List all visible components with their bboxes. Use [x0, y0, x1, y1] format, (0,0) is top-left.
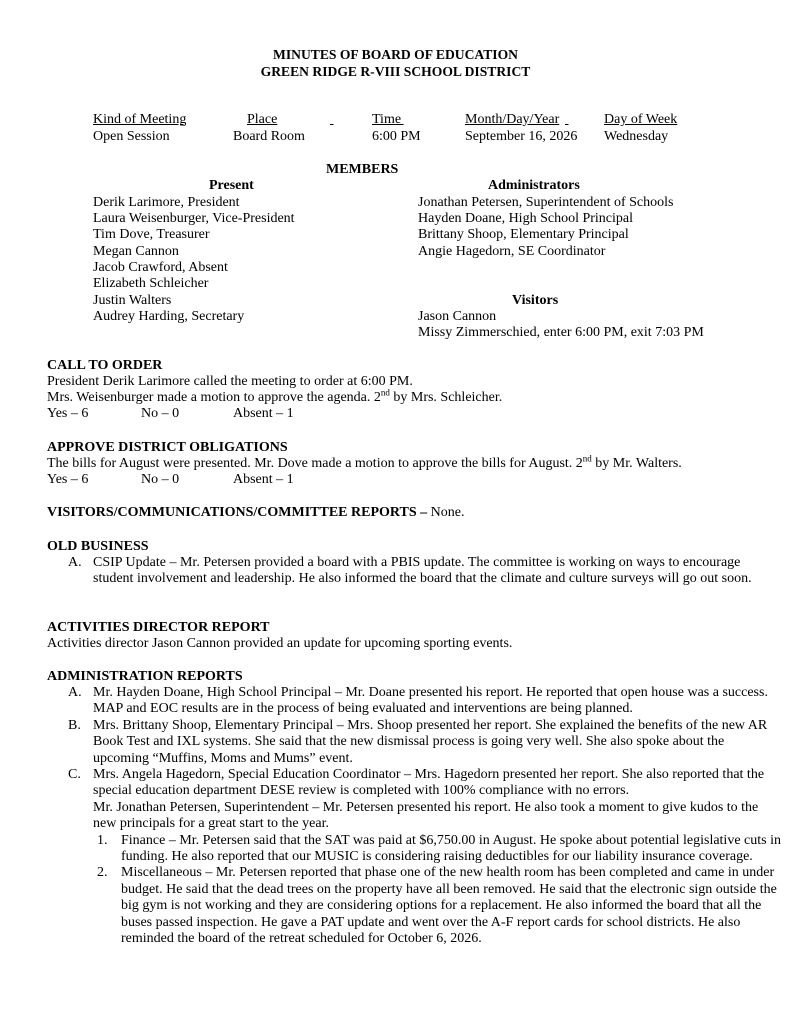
member-name: Audrey Harding, Secretary [93, 309, 245, 324]
member-name: Tim Dove, Treasurer [93, 227, 210, 242]
document-title: MINUTES OF BOARD OF EDUCATION [273, 47, 518, 62]
visitor-name: Jason Cannon [418, 309, 497, 324]
vote-yes: Yes – 6 [47, 406, 89, 421]
value-place: Board Room [233, 129, 305, 144]
old-business-heading: OLD BUSINESS [47, 539, 149, 554]
administrators-heading: Administrators [488, 178, 580, 193]
agenda-motion [47, 387, 503, 406]
header-day-of-week: Day of Week [604, 112, 678, 127]
motion-second: by Mr. Walters. [591, 456, 682, 471]
list-marker: 1. [97, 832, 108, 848]
header-place: Place [247, 112, 278, 127]
member-name: Justin Walters [93, 293, 172, 308]
motion-second: by Mrs. Schleicher. [389, 390, 503, 405]
list-item-text: Mrs. Angela Hagedorn, Special Education Coordinator – Mrs. Hagedorn presented her report. She also reported that the special education department DESE review is completed with 100% compliance with no errors. [93, 767, 765, 799]
activities-report-heading: ACTIVITIES DIRECTOR REPORT [47, 620, 270, 635]
members-heading: MEMBERS [326, 162, 399, 177]
member-name: Megan Cannon [93, 244, 179, 259]
vote-yes: Yes – 6 [47, 472, 89, 487]
header-underline-fill [330, 112, 370, 128]
visitors-reports-text: None. [427, 505, 465, 520]
district-name: GREEN RIDGE R-VIII SCHOOL DISTRICT [260, 64, 531, 79]
list-item-text: Miscellaneous – Mr. Petersen reported that phase one of the new health room has been completed and came in under budget. He said that the dead trees on the property have all been removed. He said that the electronic sign outside the big gym is not working and they are considering options for a replacement. He also informed the board that all the buses passed inspection. He gave a PAT update and went over the A-F report cards for school districts. He also reminded the board of the retreat scheduled for October 6, 2026. [121, 865, 777, 947]
value-date: September 16, 2026 [465, 129, 578, 144]
value-kind-of-meeting: Open Session [93, 129, 170, 144]
member-name: Jacob Crawford, Absent [93, 260, 228, 275]
ordinal-suffix: nd [380, 387, 390, 398]
list-item-text: CSIP Update – Mr. Petersen provided a board with a PBIS update. The committee is working on ways to encourage student involvement and leadership. He also informed the board that the climate and culture surveys will go out soon. [93, 555, 752, 587]
activities-report-text: Activities director Jason Cannon provided an update for upcoming sporting events. [47, 636, 513, 651]
visitors-reports-section [47, 505, 464, 521]
vote-no: No – 0 [141, 406, 180, 421]
list-marker: B. [68, 717, 81, 733]
header-kind-of-meeting: Kind of Meeting [93, 112, 187, 127]
administrator-name: Angie Hagedorn, SE Coordinator [418, 244, 606, 259]
header-underline-fill [400, 112, 466, 128]
list-marker: A. [68, 685, 82, 700]
sub-list-item [47, 865, 783, 947]
member-name: Laura Weisenburger, Vice-President [93, 211, 295, 226]
visitors-reports-heading: VISITORS/COMMUNICATIONS/COMMITTEE REPORTS – [47, 505, 428, 520]
list-item-text: Finance – Mr. Petersen said that the SAT was paid at $6,750.00 in August. He spoke about potential legislative cuts in funding. He also reported that our MUSIC is considering raising deductibles for our liability insurance coverage. [121, 832, 781, 865]
vote-no: No – 0 [141, 472, 180, 487]
header-date: Month/Day/Year [465, 112, 560, 127]
visitors-heading: Visitors [512, 293, 559, 308]
administration-reports-heading: ADMINISTRATION REPORTS [47, 669, 243, 684]
value-day-of-week: Wednesday [604, 129, 669, 144]
vote-absent: Absent – 1 [233, 406, 294, 421]
administrator-name: Hayden Doane, High School Principal [418, 211, 634, 226]
call-to-order-text: President Derik Larimore called the meeting to order at 6:00 PM. [47, 374, 413, 389]
sub-list-item [47, 833, 783, 866]
list-marker: A. [68, 555, 82, 570]
list-marker: C. [68, 767, 81, 783]
header-time: Time [372, 112, 402, 127]
vote-absent: Absent – 1 [233, 472, 294, 487]
motion-text: The bills for August were presented. Mr. Dove made a motion to approve the bills for August. 2 [47, 456, 583, 471]
motion-text: Mrs. Weisenburger made a motion to approve the agenda. 2 [47, 390, 381, 405]
present-heading: Present [209, 178, 254, 193]
administrator-name: Jonathan Petersen, Superintendent of Schools [418, 195, 674, 210]
header-underline-fill [565, 112, 605, 128]
value-time: 6:00 PM [372, 129, 421, 144]
visitor-name: Missy Zimmerschied, enter 6:00 PM, exit 7:03 PM [418, 325, 704, 340]
superintendent-report-text: Mr. Jonathan Petersen, Superintendent – Mr. Petersen presented his report. He also took a moment to give kudos to the new principals for a great start to the year. [93, 799, 759, 832]
call-to-order-heading: CALL TO ORDER [47, 358, 163, 373]
old-business-list [47, 555, 783, 588]
district-obligations-heading: APPROVE DISTRICT OBLIGATIONS [47, 440, 288, 455]
ordinal-suffix: nd [582, 453, 592, 464]
member-name: Elizabeth Schleicher [93, 276, 209, 291]
list-item [47, 767, 783, 833]
administration-reports-list [47, 685, 783, 948]
member-name: Derik Larimore, President [93, 195, 240, 210]
bills-motion [47, 453, 682, 472]
list-marker: 2. [97, 865, 108, 881]
list-item-text: Mrs. Brittany Shoop, Elementary Principal – Mrs. Shoop presented her report. She explained the benefits of the new AR Book Test and IXL systems. She said that the new dismissal process is going very well. She also spoke about the upcoming “Muffins, Moms and Mums” event. [93, 717, 768, 766]
list-item [47, 685, 783, 718]
administrator-name: Brittany Shoop, Elementary Principal [418, 227, 629, 242]
list-item-text: Mr. Hayden Doane, High School Principal – Mr. Doane presented his report. He reported that open house was a success. MAP and EOC results are in the process of being evaluated and interventions are being planned. [93, 685, 768, 717]
list-item [47, 718, 783, 767]
list-item [47, 555, 783, 588]
